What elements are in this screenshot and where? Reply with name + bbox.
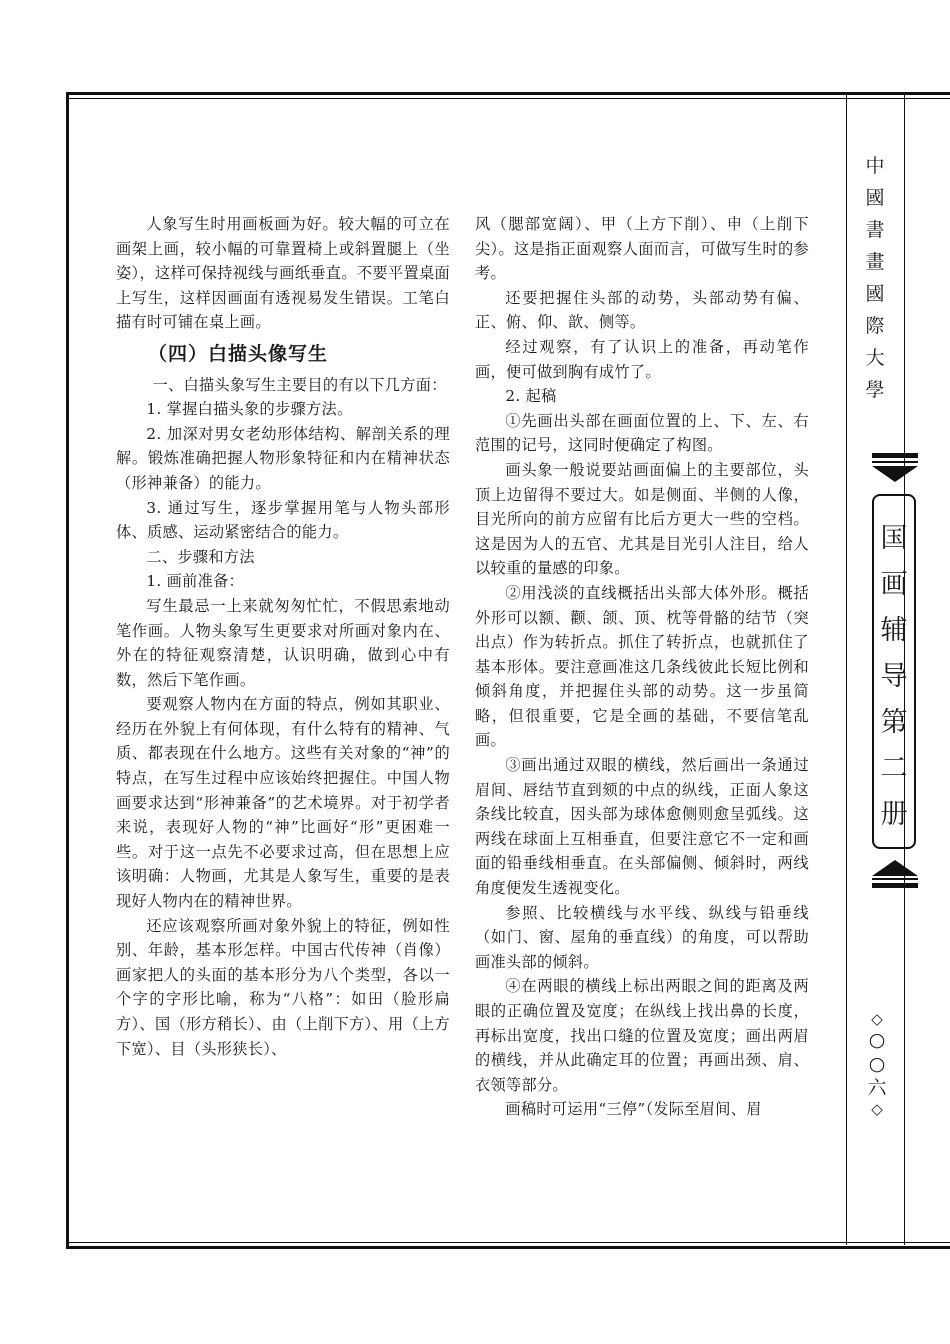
page-number-char: ○ (868, 1053, 886, 1075)
ornament-triangle (872, 860, 918, 876)
book-title-char: 导 (880, 661, 908, 692)
frame-left-rule (66, 92, 69, 1249)
ornament-triangle (872, 466, 918, 482)
paragraph: 一、白描头象写生主要目的有以下几方面： (152, 375, 447, 394)
university-name (856, 150, 894, 406)
university-char: 際 (865, 315, 885, 337)
section-heading: （四）白描头像写生 (148, 342, 329, 365)
paragraph: 还应该观察所画对象外貌上的特征，例如性别、年龄，基本形怎样。中国古代传神（肖像）画家把人的头面的基本形分为八个类型，各以一个字的字形比喻，称为“八格”：如田（脸形扁方）、国（形方稍长）、由（上削下方）、用（上方下宽）、目（头形狭长）、 (116, 916, 450, 1058)
book-title-char: 画 (880, 569, 908, 600)
right-column (475, 212, 809, 1122)
university-char: 書 (865, 219, 885, 241)
diamond-icon: ◇ (871, 1100, 883, 1118)
ornament-bar (872, 878, 918, 880)
frame-bottom-rule (66, 1246, 950, 1249)
paragraph: 风（腮部宽阔）、甲（上方下削）、申（上削下尖）。这是指正面观察人面而言，可做写生时的参考。 (475, 215, 809, 283)
diamond-icon: ◇ (871, 1010, 883, 1028)
university-char: 中 (865, 155, 885, 177)
page-number-char: ○ (868, 1029, 886, 1051)
subheading: 1. 画前准备： (146, 572, 245, 591)
list-item: 2. 加深对男女老幼形体结构、解剖关系的理解。锻炼准确把握人物形象特征和内在精神状态（形神兼备）的能力。 (116, 424, 450, 492)
book-title-char: 二 (880, 753, 908, 784)
paragraph: 画稿时可运用“三停”（发际至眉间、眉 (505, 1100, 762, 1119)
university-char: 學 (865, 379, 885, 401)
left-column (116, 212, 450, 1061)
university-char: 國 (865, 283, 885, 305)
frame-bottom-rule-thin (66, 1242, 950, 1243)
paragraph: ④在两眼的横线上标出两眼之间的距离及两眼的正确位置及宽度；在纵线上找出鼻的长度，再标出宽度，找出口缝的位置及宽度；画出两眉的横线，并从此确定耳的位置；再画出颈、肩、衣领等部分。 (475, 977, 809, 1094)
paragraph: 参照、比较横线与水平线、纵线与铅垂线（如门、窗、屋角的垂直线）的角度，可以帮助画准头部的倾斜。 (475, 903, 809, 971)
paragraph: 经过观察，有了认识上的准备，再动笔作画，便可做到胸有成竹了。 (475, 337, 809, 381)
book-title-char: 册 (880, 799, 908, 830)
page-number (862, 1010, 892, 1118)
paragraph: ③画出通过双眼的横线，然后画出一条通过眉间、唇结节直到颏的中点的纵线，正面人象这条线比较直，因头部为球体愈侧则愈呈弧线。这两线在球面上互相垂直，但要注意它不一定和画面的铅垂线相垂直。在头部偏侧、倾斜时，两线角度便发生透视变化。 (475, 756, 809, 898)
sidebar-left-rule (846, 95, 847, 1245)
paragraph: 写生最忌一上来就匆匆忙忙，不假思索地动笔作画。人物头象写生更要求对所画对象内在、外在的特征观察清楚，认识明确，做到心中有数，然后下笔作画。 (116, 596, 450, 689)
book-title-char: 第 (880, 707, 908, 738)
frame-top-rule (66, 92, 950, 95)
subheading: 2. 起稿 (505, 387, 557, 406)
ornament-bar (872, 453, 918, 458)
subheading: 二、步骤和方法 (146, 547, 255, 566)
university-char: 大 (865, 347, 885, 369)
list-item: 1. 掌握白描头象的步骤方法。 (146, 400, 353, 419)
frame-top-rule-thin (66, 98, 950, 99)
paragraph: ①先画出头部在画面位置的上、下、左、右范围的记号，这同时便确定了构图。 (475, 411, 809, 455)
paragraph: 还要把握住头部的动势，头部动势有偏、正、俯、仰、歆、侧等。 (475, 288, 809, 332)
paragraph: ②用浅淡的直线概括出头部大体外形。概括外形可以额、颧、颌、顶、枕等骨骼的结节（突出点）作为转折点。抓住了转折点，也就抓住了基本形体。要注意画准这几条线彼此长短比例和倾斜角度，并把握住头部的动势。这一步虽简略，但很重要，它是全画的基础，不要信笔乱画。 (475, 583, 809, 750)
paragraph: 画头象一般说要站画面偏上的主要部位，头顶上边留得不要过大。如是侧面、半侧的人像，目光所向的前方应留有比后方更大一些的空档。这是因为人的五官、尤其是目光引人注目，给人以较重的量感的印象。 (475, 460, 809, 578)
book-title-box (872, 494, 916, 849)
ornament-bar (872, 883, 918, 888)
book-title-char: 辅 (880, 615, 908, 646)
paragraph: 要观察人物内在方面的特点，例如其职业、经历在外貌上有何体现，有什么特有的精神、气质、都表现在什么地方。这些有关对象的“神”的特点，在写生过程中应该始终把握住。中国人物画要求达到“形神兼备”的艺术境界。对于初学者来说，表现好人物的“神”比画好“形”更困难一些。对于这一点先不必要求过高，但在思想上应该明确：人物画，尤其是人象写生，重要的是表现好人物内在的精神世界。 (116, 695, 450, 911)
university-char: 畫 (865, 251, 885, 273)
university-char: 國 (865, 187, 885, 209)
ornament-bar (872, 461, 918, 463)
list-item: 3. 通过写生，逐步掌握用笔与人物头部形体、质感、运动紧密结合的能力。 (116, 498, 450, 542)
book-title-char: 国 (880, 523, 908, 554)
page-number-char: 六 (867, 1077, 887, 1099)
paragraph: 人象写生时用画板画为好。较大幅的可立在画架上画，较小幅的可靠置椅上或斜置腿上（坐姿），这样可保持视线与画纸垂直。不要平置桌面上写生，这样因画面有透视易发生错误。工笔白描有时可铺在桌上画。 (116, 215, 450, 332)
